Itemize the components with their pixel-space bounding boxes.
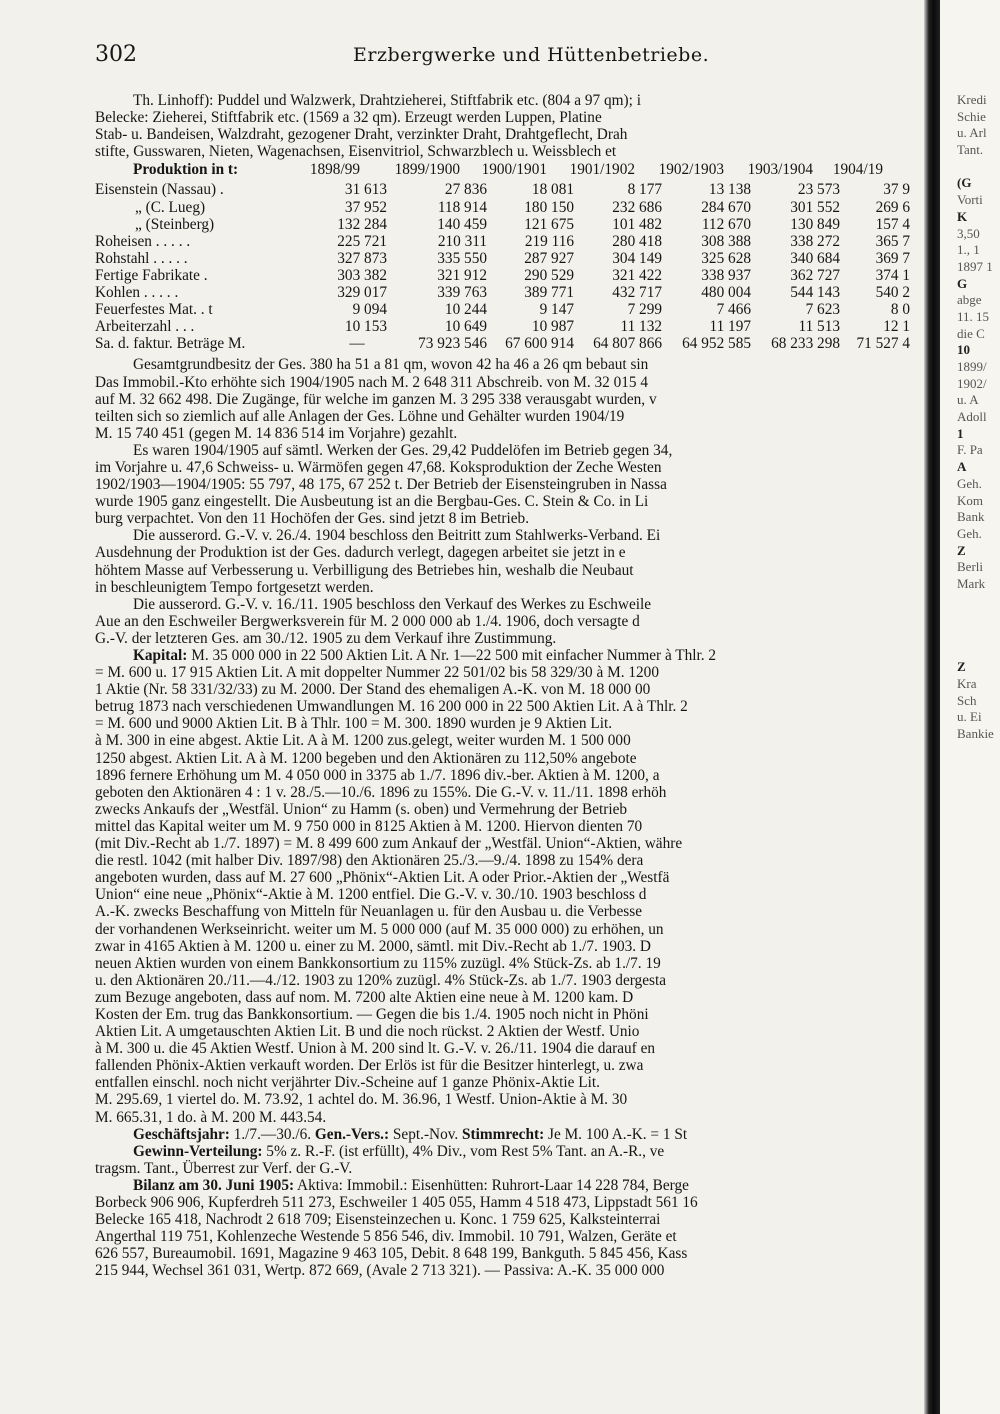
production-cell: 67 600 914 xyxy=(505,335,574,353)
production-cell: 73 923 546 xyxy=(418,335,487,353)
strip-fragment xyxy=(940,1277,1000,1294)
production-cell: 180 150 xyxy=(524,198,574,216)
strip-fragment: 11. 15 xyxy=(957,308,990,324)
production-cell: 11 132 xyxy=(620,318,662,336)
production-row-label: Eisenstein (Nassau) . xyxy=(95,181,224,199)
text-line: wurde 1905 ganz eingestellt. Die Ausbeutung ist an die Bergbau-Ges. C. Stein & Co. in Li xyxy=(95,493,649,511)
text-line: Die ausserord. G.-V. v. 26./4. 1904 beschloss den Beitritt zum Stahlwerks-Verband. Ei xyxy=(133,527,661,545)
production-cell: 10 153 xyxy=(344,318,387,336)
strip-fragment xyxy=(940,1027,1000,1044)
strip-fragment: 1902/ xyxy=(957,375,987,391)
text-line: 1 Aktie (Nr. 58 331/32/33) zu M. 2000. Der Stand des ehemaligen A.-K. von M. 18 000 00 xyxy=(95,681,651,699)
text-line xyxy=(95,647,915,664)
text-line: à M. 300 in eine abgest. Aktie Lit. A à M. 1200 zus.gelegt, weiter wurden M. 1 500 000 xyxy=(95,732,631,750)
geschaeftsjahr-value: 1./7.—30./6. xyxy=(233,1125,312,1143)
production-row xyxy=(95,250,910,267)
production-row xyxy=(95,335,910,352)
production-cell: 269 6 xyxy=(875,198,910,216)
strip-fragment xyxy=(940,776,1000,793)
stimmrecht-label: Stimmrecht: xyxy=(462,1125,545,1143)
text-line: geboten den Aktionären 4 : 1 v. 28./5.—10./6. 1896 zu 155%. Die G.-V. v. 11./11. 1898 erhöh xyxy=(95,783,667,801)
page-header xyxy=(95,42,895,72)
strip-fragment: G xyxy=(957,275,968,291)
strip-fragment xyxy=(940,626,1000,643)
production-cell: 432 717 xyxy=(612,284,662,302)
production-cell: 338 272 xyxy=(790,232,840,250)
production-row xyxy=(95,284,910,301)
strip-fragment xyxy=(940,760,1000,777)
paragraph-stahlwerksverband xyxy=(95,527,915,595)
text-line: der vorhandenen Werkseinricht. weiter um M. 5 000 000 (auf M. 35 000 000) zu erhöhen, un xyxy=(95,920,664,938)
strip-fragment xyxy=(940,593,1000,610)
gewinn-label: Gewinn-Verteilung: xyxy=(133,1142,263,1160)
year-heading: 1901/1902 xyxy=(569,161,635,179)
production-row xyxy=(95,318,910,335)
strip-fragment xyxy=(940,1260,1000,1277)
text-line: u. den Aktionären 20./11.—4./12. 1903 zu 120% zuzügl. 4% Stück-Zs. ab 1./7. 1903 dergesta xyxy=(95,971,666,989)
strip-fragment: Adoll xyxy=(957,409,987,425)
strip-fragment: Sch xyxy=(957,692,977,708)
text-line: im Vorjahre u. 47,6 Schweiss- u. Wärmöfen gegen 47,68. Koksproduktion der Zeche Westen xyxy=(95,458,662,476)
text-line: 1896 fernere Erhöhung um M. 4 050 000 in 3375 ab 1./7. 1896 div.-ber. Aktien à M. 1200, a xyxy=(95,766,660,784)
production-cell: 37 9 xyxy=(883,181,910,199)
production-cell: 325 628 xyxy=(701,249,751,267)
strip-fragment: 1897 1 xyxy=(957,258,993,274)
strip-fragment: Geh. xyxy=(957,475,982,491)
strip-fragment xyxy=(940,1193,1000,1210)
text-line: teilten sich so ziemlich auf alle Anlagen der Ges. Löhne und Gehälter wurden 1904/19 xyxy=(95,407,625,425)
text-line: (mit Div.-Recht ab 1./7. 1897) = M. 8 499 600 zum Ankauf der „Westfäl. Union“-Aktien, währe xyxy=(95,835,683,853)
strip-fragment: Schie xyxy=(957,108,986,124)
strip-fragment xyxy=(940,1177,1000,1194)
production-cell: 321 912 xyxy=(437,266,487,284)
production-cell: 308 388 xyxy=(701,232,751,250)
strip-fragment: Kra xyxy=(957,676,977,692)
text-line: Gesamtgrundbesitz der Ges. 380 ha 51 a 81 qm, wovon 42 ha 46 a 26 qm bebaut sin xyxy=(133,356,649,374)
production-cell: 327 873 xyxy=(337,249,387,267)
production-cell: 101 482 xyxy=(612,215,662,233)
text-line: G.-V. der letzteren Ges. am 30./12. 1905 zu dem Verkauf ihre Zustimmung. xyxy=(95,629,557,647)
intro-section xyxy=(95,92,915,160)
strip-fragment xyxy=(940,643,1000,660)
production-cell: 112 670 xyxy=(701,215,751,233)
strip-fragment: A xyxy=(957,459,967,475)
production-table xyxy=(95,181,910,352)
year-heading: 1904/19 xyxy=(832,161,883,179)
strip-fragment: Z xyxy=(957,542,966,558)
strip-fragment xyxy=(940,1127,1000,1144)
text-line: neuen Aktien wurden von einem Bankkonsortium zu 115% zuzügl. 4% Stück-Zs. ab 1./7. 19 xyxy=(95,954,661,972)
production-cell: 335 550 xyxy=(437,249,487,267)
production-cell: 365 7 xyxy=(875,232,910,250)
paragraph-verkauf xyxy=(95,596,915,647)
production-cell: 340 684 xyxy=(790,249,840,267)
production-cell: 157 4 xyxy=(875,215,910,233)
strip-fragment: u. Ei xyxy=(957,709,982,725)
strip-fragment xyxy=(940,1210,1000,1227)
strip-fragment xyxy=(940,893,1000,910)
text-line: Belecke: Zieherei, Stiftfabrik etc. (1569 a 32 qm). Erzeugt werden Luppen, Platine xyxy=(95,109,602,127)
strip-fragment: Vorti xyxy=(957,192,983,208)
production-row xyxy=(95,233,910,250)
strip-fragment: 1., 1 xyxy=(957,242,980,258)
production-cell: 210 311 xyxy=(437,232,487,250)
production-row-label: „ (C. Lueg) xyxy=(135,198,206,216)
strip-fragment xyxy=(940,793,1000,810)
production-row xyxy=(95,267,910,284)
text-line: Stab- u. Bandeisen, Walzdraht, gezogener Draht, verzinkter Draht, Drahtgeflecht, Drah xyxy=(95,126,628,144)
production-cell: 329 017 xyxy=(337,284,387,302)
production-cell: 27 836 xyxy=(444,181,487,199)
strip-fragment xyxy=(940,810,1000,827)
production-cell: 9 147 xyxy=(539,301,574,319)
strip-fragment: Tant. xyxy=(957,142,984,158)
production-header xyxy=(95,161,915,178)
production-row-label: Feuerfestes Mat. . t xyxy=(95,301,213,319)
production-cell: 544 143 xyxy=(790,284,840,302)
strip-fragment: u. Arl xyxy=(957,125,987,141)
production-cell: 374 1 xyxy=(875,266,910,284)
production-row xyxy=(95,199,910,216)
text-line: fallenden Phönix-Aktien verkauft worden. Der Erlös ist für die Besitzer hinterlegt, u. zwa xyxy=(95,1057,644,1075)
production-cell: 140 459 xyxy=(437,215,487,233)
production-cell: 287 927 xyxy=(524,249,574,267)
strip-fragment: Kom xyxy=(957,492,983,508)
strip-fragment xyxy=(940,843,1000,860)
text-line: = M. 600 und 9000 Aktien Lit. B à Thlr. 100 = M. 300. 1890 wurden je 9 Aktien Lit. xyxy=(95,715,613,733)
production-cell: 290 529 xyxy=(524,266,574,284)
production-cell: 280 418 xyxy=(612,232,662,250)
strip-fragment xyxy=(940,1093,1000,1110)
strip-fragment xyxy=(940,993,1000,1010)
text-line: Belecke 165 418, Nachrodt 2 618 709; Eisensteinzechen u. Konc. 1 759 625, Kalksteinterrai xyxy=(95,1211,661,1229)
production-cell: 7 299 xyxy=(627,301,662,319)
text-line: betrug 1873 nach verschiedenen Umwandlungen M. 16 200 000 in 22 500 Aktien Lit. A à Thlr. 2 xyxy=(95,698,688,716)
text-line: tragsm. Tant., Überrest zur Verf. der G.-V. xyxy=(95,1159,353,1177)
production-cell: 12 1 xyxy=(883,318,910,336)
strip-fragment xyxy=(940,926,1000,943)
year-heading: 1899/1900 xyxy=(394,161,460,179)
production-row-label: Arbeiterzahl . . . xyxy=(95,318,195,336)
production-cell: 321 422 xyxy=(612,266,662,284)
strip-fragment xyxy=(940,1060,1000,1077)
text-line: Borbeck 906 906, Kupferdreh 511 273, Eschweiler 1 405 055, Hamm 4 518 473, Lippstadt 561 16 xyxy=(95,1194,698,1211)
strip-fragment xyxy=(940,1110,1000,1127)
production-row-label: „ (Steinberg) xyxy=(135,215,215,233)
text-line: burg verpachtet. Von den 11 Hochöfen der Ges. sind jetzt 8 im Betrieb. xyxy=(95,510,530,528)
text-line: zwar in 4165 Aktien à M. 1200 u. einer zu M. 2000, sämtl. mit Div.-Recht ab 1./7. 1903. D xyxy=(95,937,651,955)
production-cell: 132 284 xyxy=(337,215,387,233)
strip-fragment: Mark xyxy=(957,575,986,591)
strip-fragment xyxy=(940,1243,1000,1260)
production-cell: 225 721 xyxy=(337,232,387,250)
production-label: Produktion in t: xyxy=(133,161,239,179)
strip-fragment: die C xyxy=(957,325,985,341)
production-cell: 23 573 xyxy=(797,181,840,199)
production-cell: 301 552 xyxy=(790,198,840,216)
text-line: angeboten wurden, dass auf M. 27 600 „Phönix“-Aktien Lit. A oder Prior.-Aktien der „Westfä xyxy=(95,869,670,887)
production-cell: 31 613 xyxy=(344,181,387,199)
production-row-label: Sa. d. faktur. Beträge M. xyxy=(95,335,246,353)
year-heading: 1903/1904 xyxy=(747,161,813,179)
bilanz-first-line: Aktiva: Immobil.: Eisenhütten: Ruhrort-Laar 14 228 784, Berge xyxy=(297,1176,689,1194)
text-line: 215 944, Wechsel 361 031, Wertp. 872 669, (Avale 2 713 321). — Passiva: A.-K. 35 000 000 xyxy=(95,1262,665,1280)
strip-fragment xyxy=(940,976,1000,993)
text-line: à M. 300 u. die 45 Aktien Westf. Union à M. 200 sind lt. G.-V. v. 26./11. 1904 die darauf en xyxy=(95,1040,656,1058)
text-line: Das Immobil.-Kto erhöhte sich 1904/1905 nach M. 2 648 311 Abschreib. von M. 32 015 4 xyxy=(95,373,649,391)
strip-fragment: 3,50 xyxy=(957,225,980,241)
text-line: 1250 abgest. Aktien Lit. A à M. 1200 begeben und den Aktionären zu 112,50% angebote xyxy=(95,749,637,767)
production-row-label: Fertige Fabrikate . xyxy=(95,266,208,284)
year-heading: 1898/99 xyxy=(309,161,360,179)
production-cell: 7 466 xyxy=(716,301,751,319)
production-cell: 10 244 xyxy=(444,301,487,319)
strip-fragment: Bankie xyxy=(957,726,994,742)
strip-fragment: 1 xyxy=(957,425,964,441)
production-cell: 284 670 xyxy=(701,198,751,216)
text-line: Th. Linhoff): Puddel und Walzwerk, Drahtzieherei, Stiftfabrik etc. (804 a 97 qm); i xyxy=(133,92,641,109)
text-line: Kosten der Em. trug das Bankkonsortium. — Gegen die bis 1./4. 1905 noch nicht in Phöni xyxy=(95,1005,649,1023)
production-row xyxy=(95,301,910,318)
text-line xyxy=(95,1143,915,1160)
year-heading: 1902/1903 xyxy=(658,161,724,179)
strip-fragment xyxy=(940,826,1000,843)
text-line xyxy=(95,1177,915,1194)
kapital-label: Kapital: xyxy=(133,647,188,664)
text-line: auf M. 32 662 498. Die Zugänge, für welche im ganzen M. 3 295 338 verausgabt wurden, v xyxy=(95,390,657,408)
text-line: Union“ eine neue „Phönix“-Aktie à M. 1200 entfiel. Die G.-V. v. 30./10. 1903 beschloss d xyxy=(95,886,647,904)
production-cell: 10 649 xyxy=(444,318,487,336)
strip-fragment xyxy=(940,860,1000,877)
production-cell: 338 937 xyxy=(701,266,751,284)
production-cell: 13 138 xyxy=(708,181,751,199)
production-cell: 232 686 xyxy=(612,198,662,216)
production-row-label: Roheisen . . . . . xyxy=(95,232,191,250)
kapital-first-line: M. 35 000 000 in 22 500 Aktien Lit. A Nr. 1—22 500 mit einfacher Nummer à Thlr. 2 xyxy=(191,647,717,664)
strip-fragment xyxy=(940,943,1000,960)
strip-fragment: Kredi xyxy=(957,92,987,107)
text-line: M. 295.69, 1 viertel do. M. 73.92, 1 achtel do. M. 36.96, 1 Westf. Union-Aktie à M. 30 xyxy=(95,1091,628,1109)
text-line: zwecks Ankaufs der „Westfäl. Union“ zu Hamm (s. oben) und Vermehrung der Betrieb xyxy=(95,800,628,818)
strip-fragment: Berli xyxy=(957,559,983,575)
geschaeftsjahr-label: Geschäftsjahr: xyxy=(133,1125,230,1143)
text-line: Es waren 1904/1905 auf sämtl. Werken der Ges. 29,42 Puddelöfen im Betrieb gegen 34, xyxy=(133,441,673,459)
strip-fragment xyxy=(940,910,1000,927)
paragraph-grundbesitz xyxy=(95,356,915,441)
text-line: M. 15 740 451 (gegen M. 14 836 514 im Vorjahre) gezahlt. xyxy=(95,424,458,442)
page-number: 302 xyxy=(95,42,137,67)
production-cell: — xyxy=(349,335,365,353)
production-cell: 369 7 xyxy=(875,249,910,267)
strip-fragment: Z xyxy=(957,659,966,675)
production-cell: 362 727 xyxy=(790,266,840,284)
production-row-label: Rohstahl . . . . . xyxy=(95,249,188,267)
production-cell: 8 177 xyxy=(627,181,662,199)
strip-fragment xyxy=(940,159,1000,176)
text-line: stifte, Gusswaren, Nieten, Wagenachsen, Eisenvitriol, Schwarzblech u. Weissblech et xyxy=(95,143,617,161)
paragraph-betrieb xyxy=(95,442,915,527)
strip-fragment: abge xyxy=(957,292,982,308)
production-cell: 8 0 xyxy=(890,301,910,319)
production-cell: 37 952 xyxy=(344,198,387,216)
production-cell: 9 094 xyxy=(352,301,387,319)
production-cell: 68 233 298 xyxy=(771,335,840,353)
production-cell: 71 527 4 xyxy=(856,335,910,353)
strip-fragment xyxy=(940,1160,1000,1177)
strip-fragment xyxy=(940,960,1000,977)
production-cell: 10 987 xyxy=(531,318,574,336)
text-line: in beschleunigtem Tempo fortgesetzt werden. xyxy=(95,578,374,596)
adjacent-page-strip xyxy=(940,0,1000,1414)
production-cell: 7 623 xyxy=(805,301,840,319)
strip-fragment: Geh. xyxy=(957,525,982,541)
bilanz-label: Bilanz am 30. Juni 1905: xyxy=(133,1176,295,1194)
gen-vers-value: Sept.-Nov. xyxy=(392,1125,459,1143)
production-cell: 11 513 xyxy=(798,318,840,336)
text-line: die restl. 1042 (mit halber Div. 1897/98) den Aktionären 25./3.—9./4. 1898 zu 154% dera xyxy=(95,852,644,870)
running-head: Erzbergwerke und Hüttenbetriebe. xyxy=(353,44,710,66)
strip-fragment: F. Pa xyxy=(957,442,983,458)
text-line: Aktien Lit. A umgetauschten Aktien Lit. B und die noch rückst. 2 Aktien der Westf. Unio xyxy=(95,1023,640,1041)
strip-fragment xyxy=(940,1077,1000,1094)
strip-fragment: Bank xyxy=(957,509,985,525)
strip-fragment: u. A xyxy=(957,392,979,408)
production-cell: 389 771 xyxy=(524,284,574,302)
text-line: Aue an den Eschweiler Bergwerksverein für M. 2 000 000 ab 1./4. 1906, doch versagte d xyxy=(95,612,640,630)
strip-fragment xyxy=(940,876,1000,893)
production-cell: 121 675 xyxy=(524,215,574,233)
production-cell: 130 849 xyxy=(790,215,840,233)
strip-fragment xyxy=(940,743,1000,760)
production-cell: 219 116 xyxy=(524,232,574,250)
stimmrecht-value: Je M. 100 A.-K. = 1 St xyxy=(548,1125,688,1143)
text-line: höhtem Masse auf Verbesserung u. Verbilligung des Betriebes hin, weshalb die Neubaut xyxy=(95,561,634,579)
bilanz-section xyxy=(95,1177,915,1280)
production-cell: 64 807 866 xyxy=(593,335,662,353)
gewinn-section xyxy=(95,1143,915,1177)
production-cell: 303 382 xyxy=(337,266,387,284)
text-line: Ausdehnung der Produktion ist der Ges. dadurch verlegt, dagegen arbeitet sie jetzt in e xyxy=(95,544,626,562)
strip-fragment xyxy=(940,1043,1000,1060)
production-row xyxy=(95,216,910,233)
year-heading: 1900/1901 xyxy=(481,161,547,179)
gen-vers-label: Gen.-Vers.: xyxy=(314,1125,390,1143)
strip-fragment xyxy=(940,1010,1000,1027)
text-line: Angerthal 119 751, Kohlenzeche Westende 5 856 546, div. Immobil. 10 791, Walzen, Geräte et xyxy=(95,1228,677,1246)
production-row-label: Kohlen . . . . . xyxy=(95,284,179,302)
strip-fragment xyxy=(940,1294,1000,1311)
text-line: A.-K. zwecks Beschaffung von Mitteln für Neuanlagen u. für den Ausbau u. die Verbesse xyxy=(95,903,643,921)
production-row xyxy=(95,181,910,198)
strip-fragment: K xyxy=(957,208,968,224)
gewinn-first-line: 5% z. R.-F. (ist erfüllt), 4% Div., vom Rest 5% Tant. an A.-R., ve xyxy=(266,1142,665,1160)
production-cell: 118 914 xyxy=(437,198,487,216)
text-line: 1902/1903—1904/1905: 55 797, 48 175, 67 252 t. Der Betrieb der Eisensteingruben in Nassa xyxy=(95,476,667,494)
production-cell: 339 763 xyxy=(437,284,487,302)
geschaeftsjahr-line xyxy=(95,1126,915,1143)
production-cell: 540 2 xyxy=(875,284,910,302)
text-line: zum Bezuge angeboten, dass auf nom. M. 7200 alte Aktien eine neue à M. 1200 kam. D xyxy=(95,988,634,1006)
strip-fragment xyxy=(940,1227,1000,1244)
strip-fragment xyxy=(940,609,1000,626)
production-cell: 18 081 xyxy=(531,181,574,199)
production-cell: 64 952 585 xyxy=(682,335,751,353)
text-line: mittel das Kapital weiter um M. 9 750 000 in 8125 Aktien à M. 1200. Hiervon dienten 70 xyxy=(95,817,643,835)
production-cell: 304 149 xyxy=(612,249,662,267)
strip-fragment: (G xyxy=(957,175,972,191)
text-line: Die ausserord. G.-V. v. 16./11. 1905 beschloss den Verkauf des Werkes zu Eschweile xyxy=(133,595,652,613)
kapital-section xyxy=(95,647,915,1126)
text-line: 626 557, Bureaumobil. 1691, Magazine 9 463 105, Debit. 8 648 199, Bankguth. 5 845 456, Kass xyxy=(95,1245,688,1263)
text-line: entfallen einschl. noch nicht verjährter Div.-Scheine auf 1 ganze Phönix-Aktie Lit. xyxy=(95,1074,600,1092)
strip-fragment xyxy=(940,1143,1000,1160)
text-line: M. 665.31, 1 do. à M. 200 M. 443.54. xyxy=(95,1108,327,1126)
production-cell: 11 197 xyxy=(709,318,751,336)
strip-fragment: 10 xyxy=(957,342,970,358)
text-line: = M. 600 u. 17 915 Aktien Lit. A mit doppelter Nummer 22 501/02 bis 58 329/30 à M. 1200 xyxy=(95,664,659,682)
page-gutter-shadow xyxy=(924,0,940,1414)
strip-fragment: 1899/ xyxy=(957,359,987,374)
page-body xyxy=(95,92,915,1402)
production-cell: 480 004 xyxy=(701,284,751,302)
